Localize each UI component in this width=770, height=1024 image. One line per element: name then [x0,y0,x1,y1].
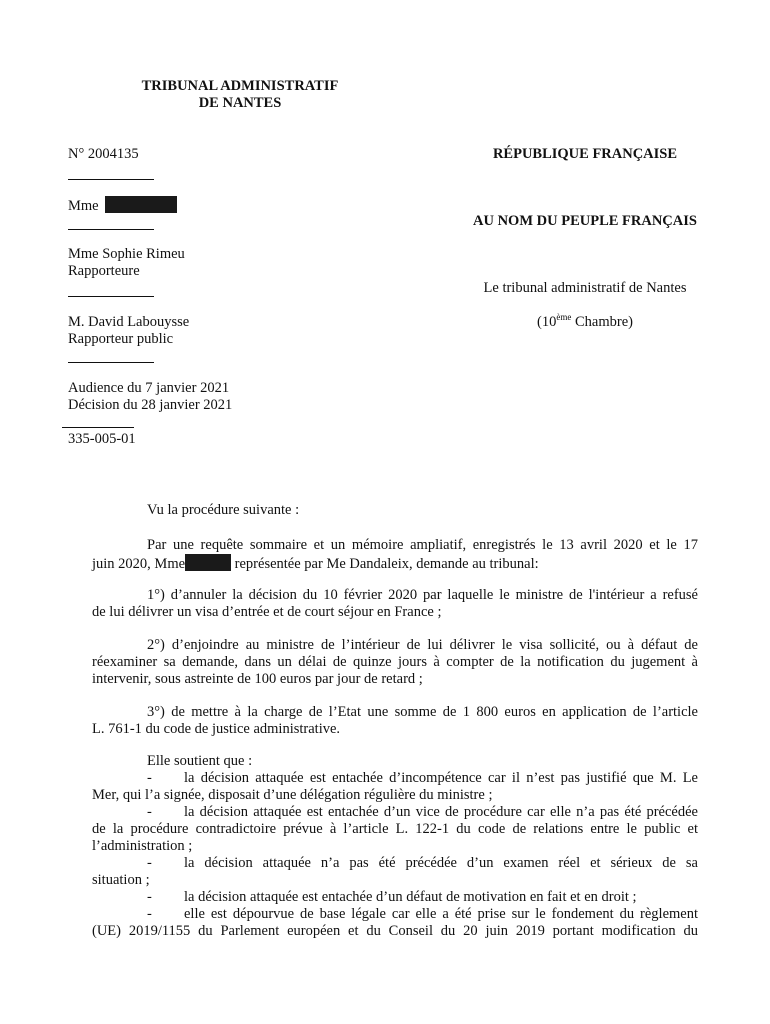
rapporteure-role: Rapporteure [68,263,140,279]
line: intervenir, sous astreinte de 100 euros par jour de retard ; [92,671,423,687]
tribunal-line: Le tribunal administratif de Nantes [483,280,687,296]
line-text: la décision attaquée est entachée d’un vice de procédure car elle n’a pas été précédée [184,804,698,820]
list-item [92,906,698,923]
divider [62,427,134,428]
line [92,554,698,573]
paragraph-conclusion-3 [92,704,698,738]
court-name [120,78,360,112]
chamber-sup: ème [556,312,572,323]
redacted-name [105,196,177,213]
court-name-line1: TRIBUNAL ADMINISTRATIF [141,78,339,94]
paragraph-conclusion-1 [92,587,698,621]
line: 2°) d’enjoindre au ministre de l’intérieur de lui délivrer le visa sollicité, ou à défaut de [147,637,698,653]
arguments-intro: Elle soutient que : [147,753,253,769]
claimant-prefix: Mme [68,198,99,214]
rapporteur-public-name: M. David Labouysse [68,314,190,330]
line: de la procédure contradictoire prévue à l’article L. 122-1 du code de relations entre le public et [92,821,698,837]
paragraph-conclusion-2 [92,637,698,688]
line: 3°) de mettre à la charge de l’Etat une somme de 1 800 euros en application de l’article [147,704,698,720]
line-text: représentée par Me Dandaleix, demande au tribunal: [231,556,539,572]
line: l’administration ; [92,838,193,854]
line: (UE) 2019/1155 du Parlement européen et du Conseil du 20 juin 2019 portant modification du [92,923,698,939]
bullet-dash: - [147,906,152,922]
line: réexaminer sa demande, dans un délai de quinze jours à compter de la notification du jugement à [92,654,698,670]
line: Mer, qui l’a signée, disposait d’une délégation régulière du ministre ; [92,787,493,803]
line: 1°) d’annuler la décision du 10 février 2020 par laquelle le ministre de l'intérieur a refusé [147,587,698,603]
list-item [92,889,698,906]
divider [68,362,154,363]
bullet-dash: - [147,804,152,820]
line-text: la décision attaquée est entachée d’un défaut de motivation en fait et en droit ; [184,889,637,905]
hearing-date: Audience du 7 janvier 2021 [68,380,230,396]
rapporteure-block [68,246,185,280]
chamber-rest: Chambre) [571,314,633,330]
list-item [92,855,698,872]
list-item [92,804,698,821]
divider [68,296,154,297]
chamber-open: (10 [537,314,557,330]
court-name-line2: DE NANTES [198,95,282,111]
rapporteur-public-block [68,314,189,348]
chamber-line [500,314,670,331]
case-number: N° 2004135 [68,146,139,162]
line-text: elle est dépourvue de base légale car elle a été prise sur le fondement du règlement [184,906,698,922]
line: situation ; [92,872,150,888]
dates-block [68,380,232,414]
line-text: la décision attaquée n’a pas été précédée d’un examen réel et sérieux de sa [184,855,698,871]
name-of-people-heading: AU NOM DU PEUPLE FRANÇAIS [473,213,697,229]
redacted-name [185,554,231,571]
paragraph-request [92,537,698,573]
line-text: la décision attaquée est entachée d’incompétence car il n’est pas justifié que M. Le [184,770,698,786]
line: L. 761-1 du code de justice administrative. [92,721,341,737]
divider [68,179,154,180]
bullet-dash: - [147,889,152,905]
list-item [92,770,698,787]
bullet-dash: - [147,855,152,871]
rapporteure-name: Mme Sophie Rimeu [68,246,185,262]
classification-code: 335-005-01 [68,431,136,447]
line: Par une requête sommaire et un mémoire ampliatif, enregistrés le 13 avril 2020 et le 17 [147,537,698,553]
decision-date: Décision du 28 janvier 2021 [68,397,233,413]
procedure-intro: Vu la procédure suivante : [147,502,300,518]
republic-heading: RÉPUBLIQUE FRANÇAISE [492,146,678,162]
divider [68,229,154,230]
bullet-dash: - [147,770,152,786]
argument-list [92,770,698,940]
line: de lui délivrer un visa d’entrée et de court séjour en France ; [92,604,442,620]
rapporteur-public-role: Rapporteur public [68,331,174,347]
line-text: juin 2020, Mme [92,556,186,572]
claimant [68,196,177,215]
